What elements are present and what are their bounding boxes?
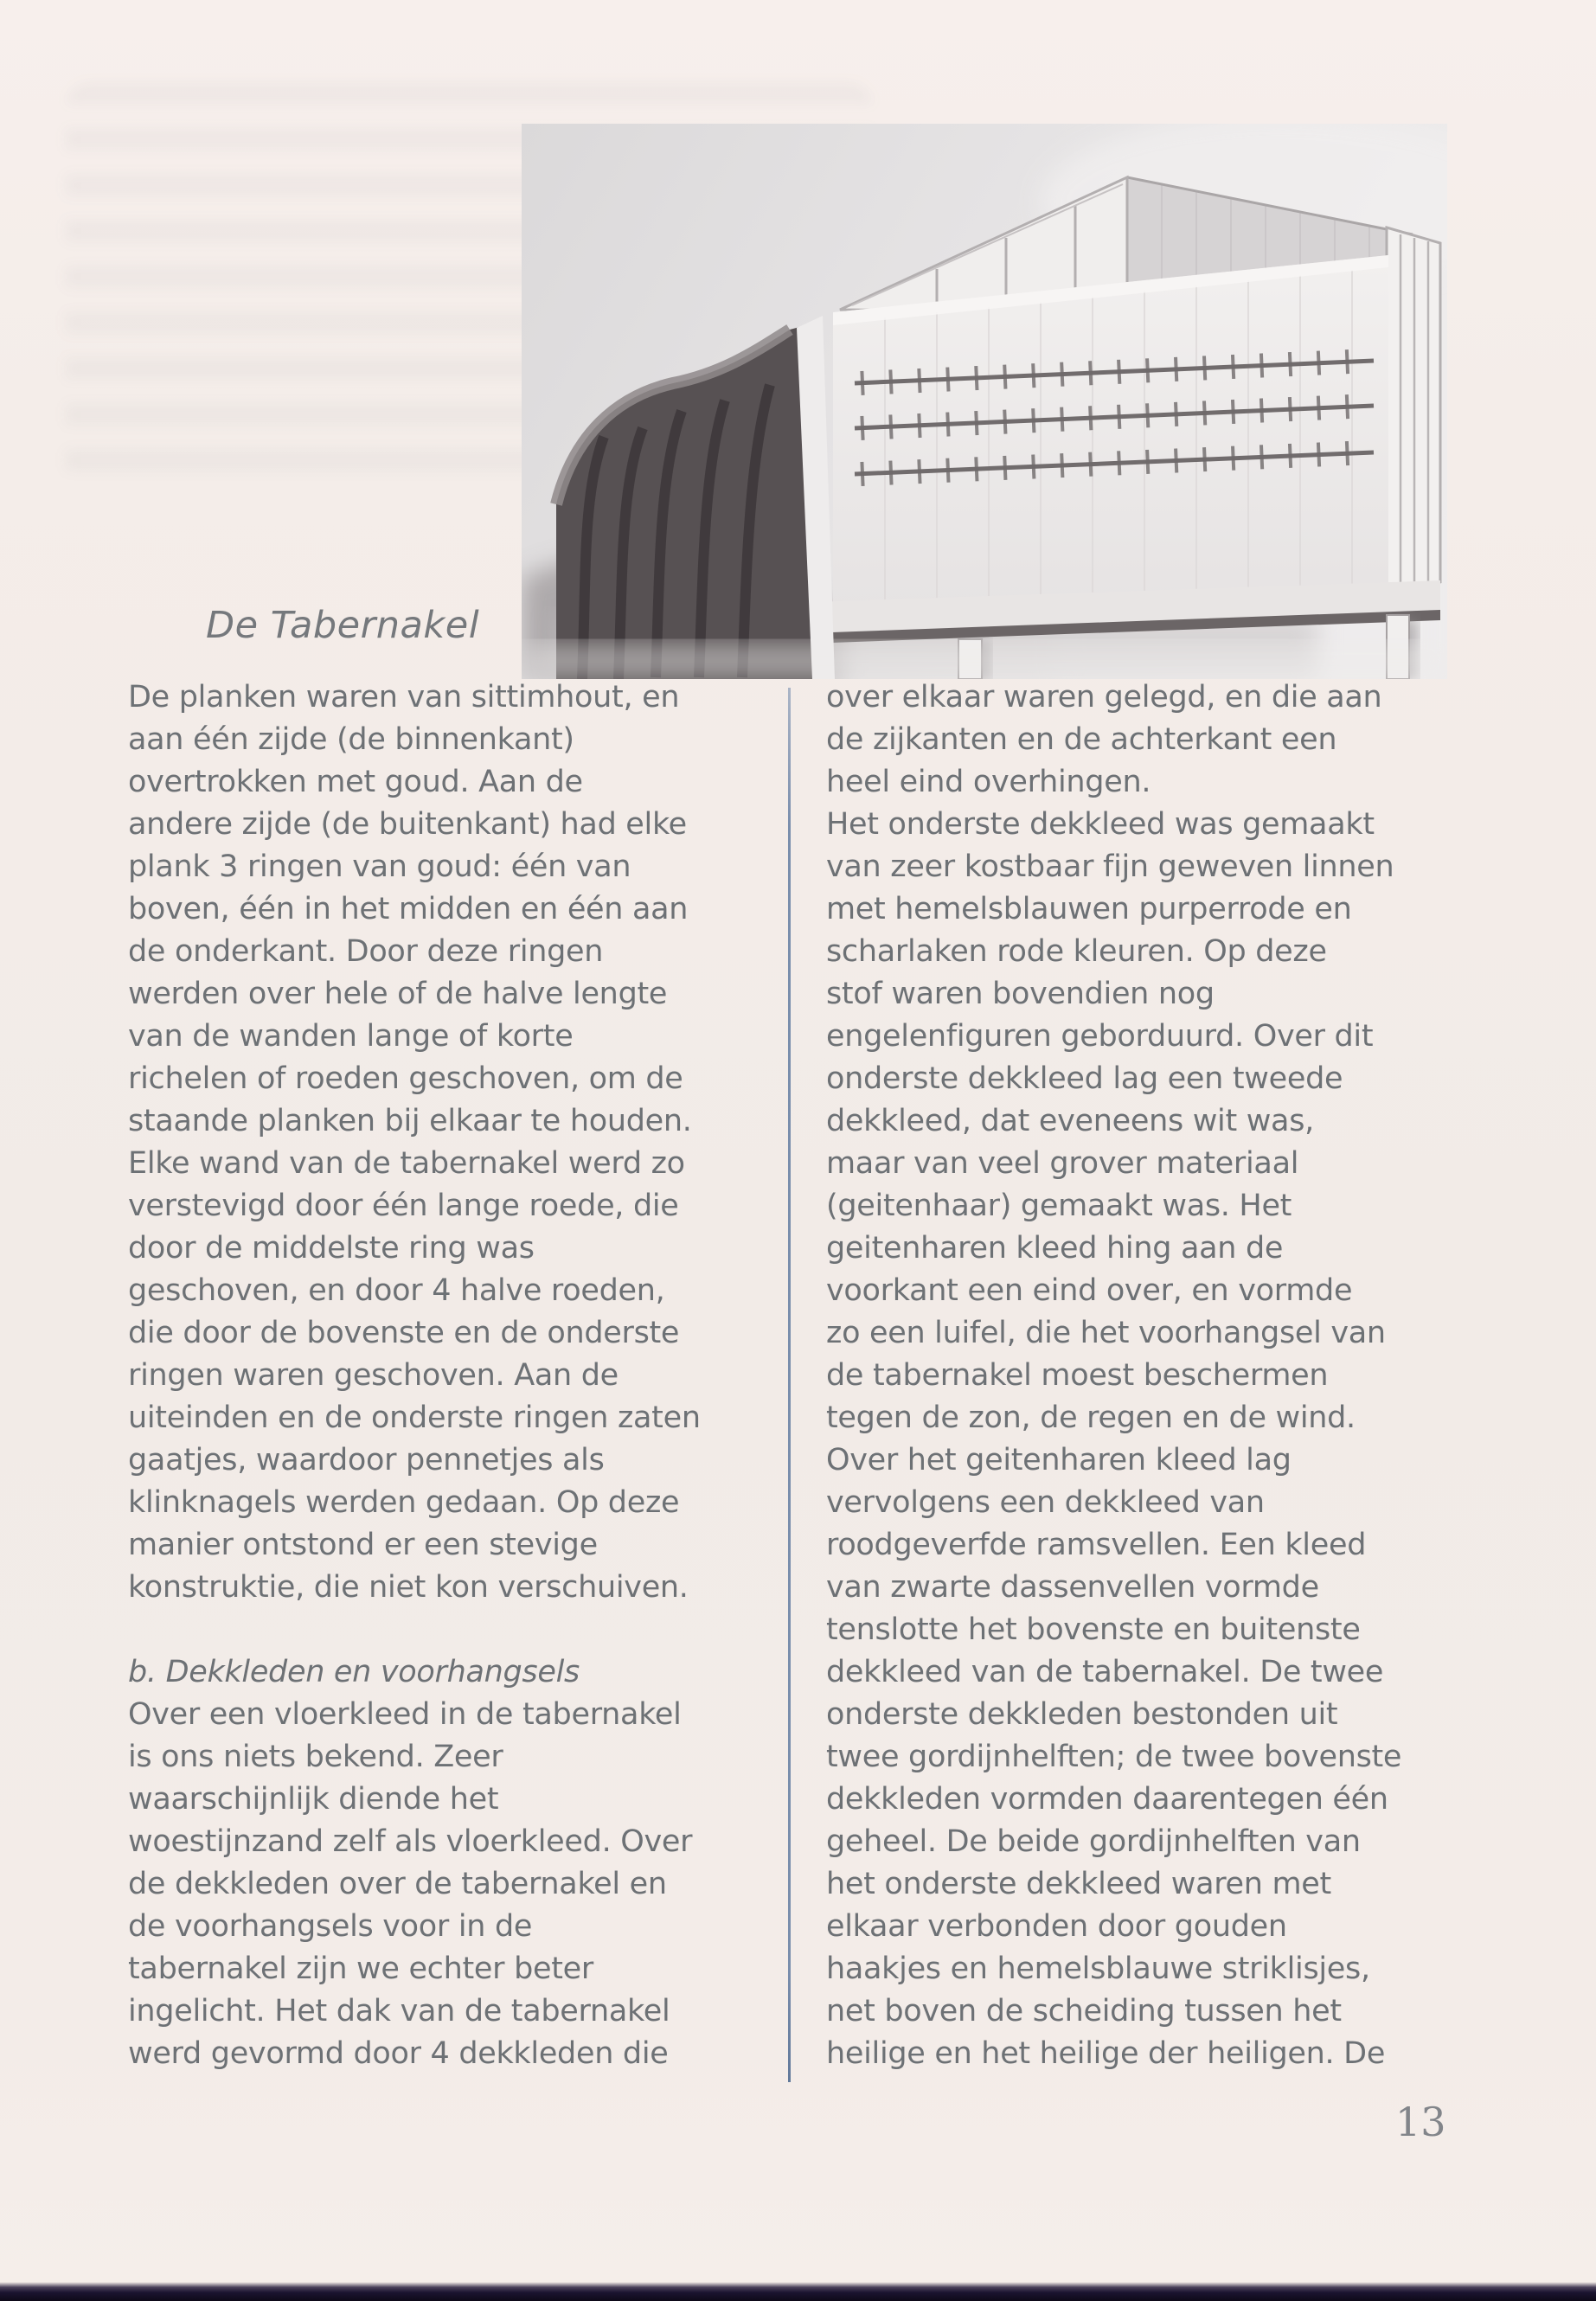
text-line: manier ontstond er een stevige [128, 1528, 598, 1562]
text-line: werden over hele of de halve lengte [128, 977, 668, 1011]
text-line: roodgeverfde ramsvellen. Een kleed [826, 1528, 1367, 1562]
text-line: dekkleed, dat eveneens wit was, [826, 1104, 1314, 1138]
text-line: plank 3 ringen van goud: één van [128, 849, 631, 884]
text-line: ingelicht. Het dak van de tabernakel [128, 1994, 670, 2029]
text-line: geitenharen kleed hing aan de [826, 1231, 1284, 1266]
text-line: ringen waren geschoven. Aan de [128, 1358, 619, 1393]
text-line: Elke wand van de tabernakel werd zo [128, 1146, 685, 1181]
text-line: vervolgens een dekkleed van [826, 1485, 1265, 1520]
text-line: Over het geitenharen kleed lag [826, 1443, 1292, 1477]
right-column [826, 676, 1497, 2075]
text-line: tenslotte het bovenste en buitenste [826, 1612, 1361, 1647]
text-line [128, 1609, 781, 1651]
text-line: staande planken bij elkaar te houden. [128, 1104, 692, 1138]
text-line: overtrokken met goud. Aan de [128, 765, 583, 799]
text-line: van zwarte dassenvellen vormde [826, 1570, 1319, 1605]
text-line: twee gordijnhelften; de twee bovenste [826, 1740, 1402, 1774]
text-line: klinknagels werden gedaan. Op deze [128, 1485, 680, 1520]
text-line: engelenfiguren geborduurd. Over dit [826, 1019, 1374, 1054]
text-line: onderste dekkleden bestonden uit [826, 1697, 1338, 1732]
text-line: door de middelste ring was [128, 1231, 535, 1266]
text-line: dekkleden vormden daarentegen één [826, 1782, 1388, 1817]
text-line: verstevigd door één lange roede, die [128, 1189, 679, 1223]
text-line: de zijkanten en de achterkant een [826, 722, 1337, 757]
text-line: zo een luifel, die het voorhangsel van [826, 1316, 1386, 1350]
text-line: konstruktie, die niet kon verschuiven. [128, 1570, 689, 1605]
text-line: over elkaar waren gelegd, en die aan [826, 680, 1382, 715]
text-line: richelen of roeden geschoven, om de [128, 1061, 683, 1096]
text-line: geheel. De beide gordijnhelften van [826, 1824, 1361, 1859]
text-line: heel eind overhingen. [826, 765, 1151, 799]
text-line: tegen de zon, de regen en de wind. [826, 1400, 1356, 1435]
text-line: haakjes en hemelsblauwe striklisjes, [826, 1952, 1370, 1986]
left-column [128, 676, 781, 2075]
text-line: de dekkleden over de tabernakel en [128, 1867, 667, 1901]
text-line: heilige en het heilige der heiligen. De [826, 2036, 1386, 2071]
text-line: geschoven, en door 4 halve roeden, [128, 1273, 665, 1308]
text-line: maar van veel grover materiaal [826, 1146, 1299, 1181]
text-line: De planken waren van sittimhout, en [128, 680, 680, 715]
text-line: Over een vloerkleed in de tabernakel [128, 1697, 682, 1732]
tabernacle-model-illustration [522, 124, 1447, 679]
text-line: de onderkant. Door deze ringen [128, 934, 604, 969]
tabernacle-photo [522, 124, 1447, 679]
text-line: gaatjes, waardoor pennetjes als [128, 1443, 605, 1477]
column-divider-rule [788, 688, 791, 2082]
text-line: stof waren bovendien nog [826, 977, 1215, 1011]
text-line: met hemelsblauwen purperrode en [826, 892, 1352, 926]
text-line: aan één zijde (de binnenkant) [128, 722, 574, 757]
photo-caption: De Tabernakel [206, 604, 480, 647]
text-line: de voorhangsels voor in de [128, 1909, 533, 1944]
text-line: net boven de scheiding tussen het [826, 1994, 1342, 2029]
text-line: scharlaken rode kleuren. Op deze [826, 934, 1327, 969]
text-line: woestijnzand zelf als vloerkleed. Over [128, 1824, 693, 1859]
page-number: 13 [1395, 2099, 1446, 2145]
text-line: waarschijnlijk diende het [128, 1782, 499, 1817]
text-line: b. Dekkleden en voorhangsels [128, 1655, 580, 1689]
text-line: tabernakel zijn we echter beter [128, 1952, 593, 1986]
text-line: werd gevormd door 4 dekkleden die [128, 2036, 669, 2071]
text-line: de tabernakel moest beschermen [826, 1358, 1329, 1393]
text-line: andere zijde (de buitenkant) had elke [128, 807, 687, 842]
text-line: van de wanden lange of korte [128, 1019, 574, 1054]
scan-edge-shadow [0, 2282, 1596, 2301]
text-line: voorkant een eind over, en vormde [826, 1273, 1353, 1308]
text-line: uiteinden en de onderste ringen zaten [128, 1400, 701, 1435]
text-line: die door de bovenste en de onderste [128, 1316, 680, 1350]
text-line: dekkleed van de tabernakel. De twee [826, 1655, 1384, 1689]
text-line: elkaar verbonden door gouden [826, 1909, 1287, 1944]
text-line: Het onderste dekkleed was gemaakt [826, 807, 1375, 842]
text-line: (geitenhaar) gemaakt was. Het [826, 1189, 1292, 1223]
text-line: is ons niets bekend. Zeer [128, 1740, 503, 1774]
text-line: boven, één in het midden en één aan [128, 892, 689, 926]
text-line: onderste dekkleed lag een tweede [826, 1061, 1343, 1096]
text-line: van zeer kostbaar fijn geweven linnen [826, 849, 1394, 884]
text-line: het onderste dekkleed waren met [826, 1867, 1331, 1901]
